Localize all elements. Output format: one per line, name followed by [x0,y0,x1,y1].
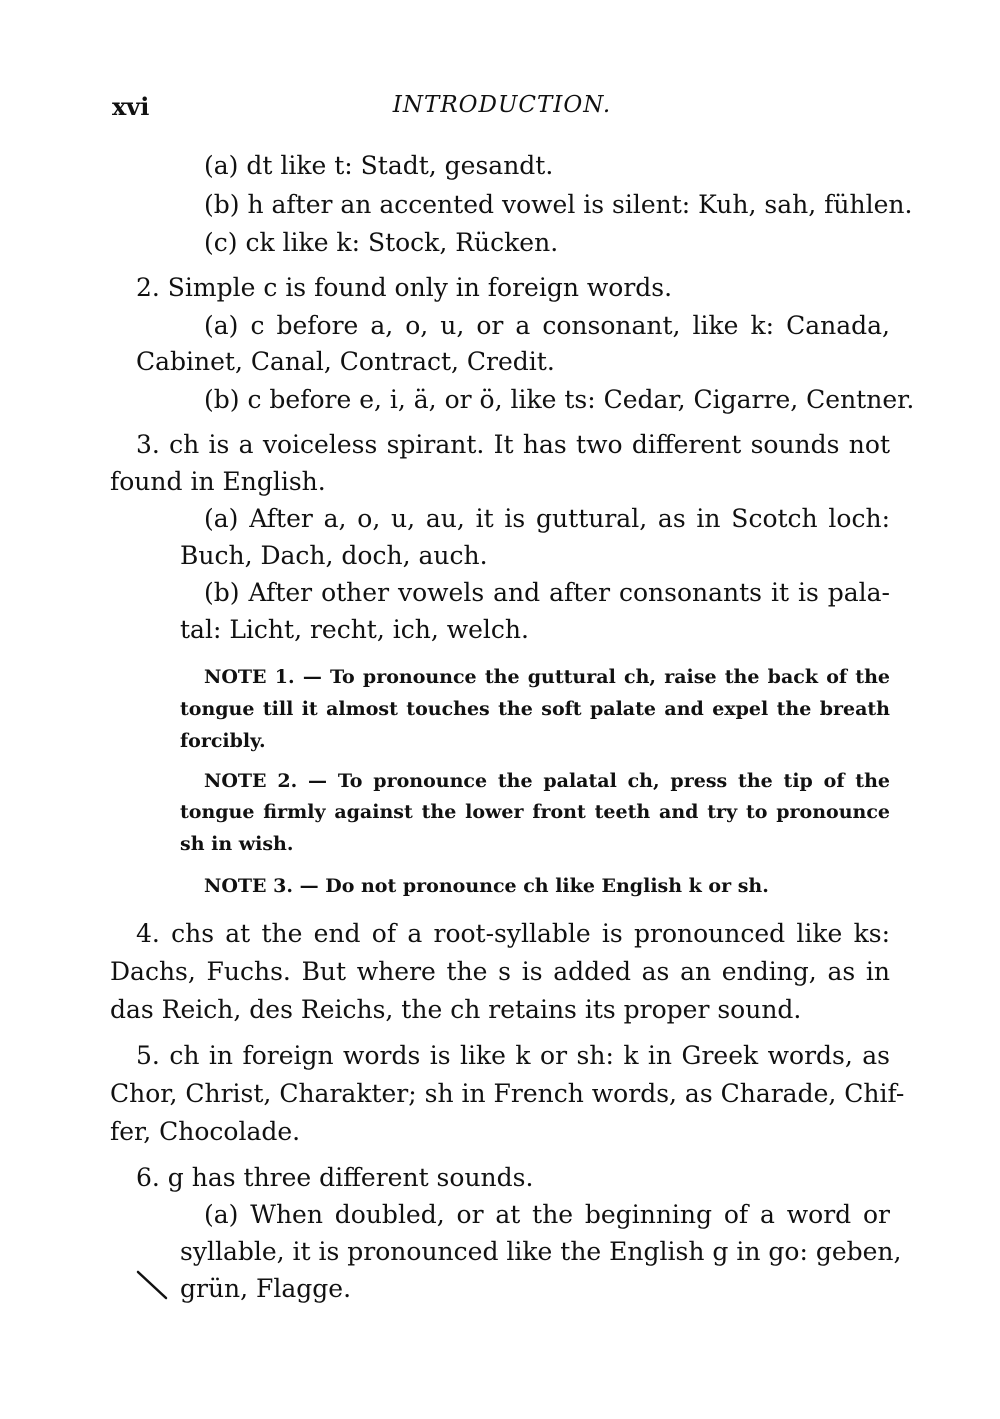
text-line: Chor, Christ, Charakter; sh in French words, as Charade, Chif- [110,1079,905,1108]
text-line: syllable, it is pronounced like the English g in go: geben, [180,1237,902,1266]
text-line: Buch, Dach, doch, auch. [180,541,488,570]
text-line: found in English. [110,467,326,496]
note-line: NOTE 1. — To pronounce the guttural ch, raise the back of the [204,666,890,688]
text-line: (a) dt like t: Stadt, gesandt. [204,151,554,180]
text-line: (b) After other vowels and after consonants it is pala- [204,578,890,607]
text-line: (b) c before e, i, ä, or ö, like ts: Cedar, Cigarre, Centner. [204,385,915,414]
margin-pencil-mark [136,1268,170,1302]
text-line: (a) When doubled, or at the beginning of a word or [204,1200,890,1229]
text-line: 6. g has three different sounds. [136,1163,534,1192]
text-line: das Reich, des Reichs, the ch retains its proper sound. [110,995,802,1024]
text-line: (a) c before a, o, u, or a consonant, like k: Canada, [204,311,890,340]
note-line: tongue firmly against the lower front teeth and try to pronounce [180,801,890,823]
text-line: 3. ch is a voiceless spirant. It has two different sounds not [136,430,890,459]
text-line: tal: Licht, recht, ich, welch. [180,615,529,644]
note-line: NOTE 2. — To pronounce the palatal ch, press the tip of the [204,770,890,792]
text-line: fer, Chocolade. [110,1117,301,1146]
text-line: Dachs, Fuchs. But where the s is added as an ending, as in [110,957,890,986]
text-line: Cabinet, Canal, Contract, Credit. [136,347,555,376]
text-line: (a) After a, o, u, au, it is guttural, as in Scotch loch: [204,504,890,533]
text-line: (c) ck like k: Stock, Rücken. [204,228,559,257]
text-line: 5. ch in foreign words is like k or sh: k in Greek words, as [136,1041,890,1070]
page-number: xvi [112,92,150,121]
note-line: NOTE 3. — Do not pronounce ch like English k or sh. [204,875,769,897]
text-line: grün, Flagge. [180,1274,352,1303]
note-line: sh in wish. [180,833,294,855]
note-line: forcibly. [180,730,266,752]
text-line: 4. chs at the end of a root-syllable is pronounced like ks: [136,919,890,948]
running-title: INTRODUCTION. [392,92,612,118]
running-header [112,92,892,122]
text-line: (b) h after an accented vowel is silent: Kuh, sah, fühlen. [204,190,913,219]
note-line: tongue till it almost touches the soft palate and expel the breath [180,698,890,720]
text-line: 2. Simple c is found only in foreign words. [136,273,673,302]
